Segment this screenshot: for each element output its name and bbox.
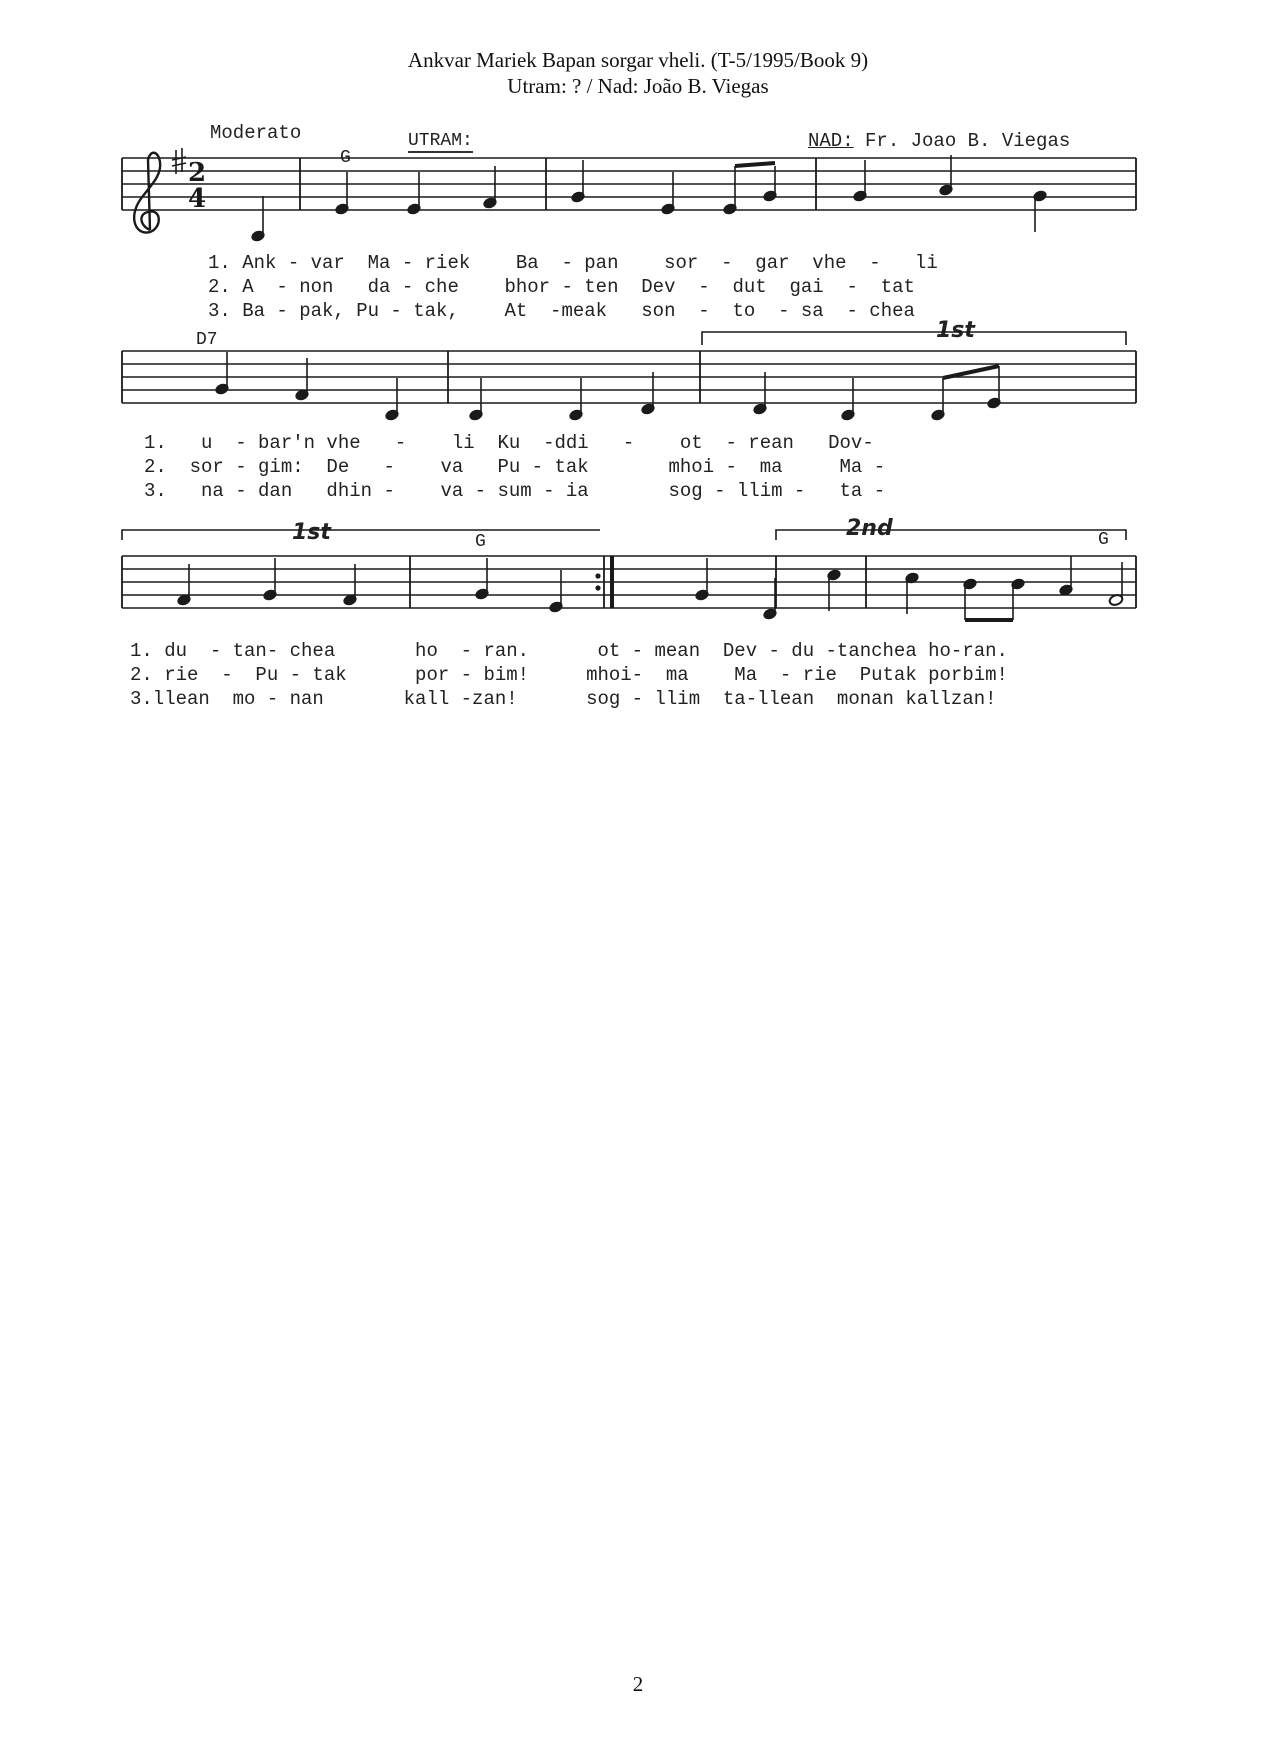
note (723, 166, 737, 215)
lyric-line: 1. du - tan- chea ho - ran. ot - mean Dev - du -tanchea ho-ran. (130, 640, 1008, 662)
nad-name: Fr. Joao B. Viegas (865, 130, 1071, 152)
chord-d7: D7 (196, 330, 218, 350)
staff-system-3 (122, 556, 1136, 608)
note (475, 558, 489, 600)
song-credits: Utram: ? / Nad: João B. Viegas (507, 74, 769, 98)
lyric-line: 1. u - bar'n vhe - li Ku -ddi - ot - rean Dov- (144, 432, 874, 454)
note (1033, 190, 1047, 232)
time-signature (188, 158, 206, 214)
treble-clef (134, 153, 160, 233)
note (931, 378, 945, 421)
lyric-line: 2. sor - gim: De - va Pu - tak mhoi - ma Ma - (144, 456, 886, 478)
note (987, 366, 1001, 409)
first-ending-label: 1st (936, 318, 975, 343)
note (335, 172, 349, 215)
lyric-line: 2. A - non da - che bhor - ten Dev - dut gai - tat (208, 276, 915, 298)
note (939, 155, 953, 196)
note (1011, 578, 1025, 620)
lyric-line: 2. rie - Pu - tak por - bim! mhoi- ma Ma - rie Putak porbim! (130, 664, 1008, 686)
note (571, 160, 585, 203)
note (483, 166, 497, 209)
lyric-line: 1. Ank - var Ma - riek Ba - pan sor - gar vhe - li (208, 252, 938, 274)
tempo-marking: Moderato (210, 122, 302, 144)
note (1059, 556, 1073, 596)
note (215, 352, 229, 395)
lyric-line: 3. Ba - pak, Pu - tak, At -meak son - to - sa - chea (208, 300, 915, 322)
note (753, 372, 767, 415)
note (177, 564, 191, 606)
chord-g: G (340, 148, 351, 168)
staff-system-2 (122, 351, 1136, 403)
note (963, 578, 977, 620)
utram-label: UTRAM: (408, 131, 473, 151)
note (343, 564, 357, 606)
sharp-sign (172, 148, 186, 174)
svg-text:4: 4 (188, 184, 207, 214)
chord-g: G (1098, 530, 1109, 550)
note (385, 378, 399, 421)
staff-system-1 (122, 158, 1136, 210)
note (569, 378, 583, 421)
nad-label: NAD: (808, 130, 854, 152)
song-title: Ankvar Mariek Bapan sorgar vheli. (T-5/1995/Book 9) (407, 48, 869, 72)
note (661, 172, 675, 215)
note (853, 160, 867, 202)
page-number: 2 (632, 1672, 644, 1696)
note (641, 372, 655, 415)
note (263, 558, 277, 601)
note (841, 378, 855, 421)
second-ending-label: 2nd (846, 516, 893, 541)
note (763, 578, 777, 620)
note (695, 558, 709, 601)
chord-g: G (475, 532, 486, 552)
note (251, 196, 265, 242)
lyric-line: 3. na - dan dhin - va - sum - ia sog - llim - ta - (144, 480, 886, 502)
note (469, 378, 483, 421)
svg-text:2: 2 (188, 158, 207, 188)
note (827, 569, 841, 611)
note (407, 172, 421, 215)
first-ending-label: 1st (292, 520, 331, 545)
note (549, 570, 563, 613)
lyric-line: 3.llean mo - nan kall -zan! sog - llim ta-llean monan kallzan! (130, 688, 997, 710)
